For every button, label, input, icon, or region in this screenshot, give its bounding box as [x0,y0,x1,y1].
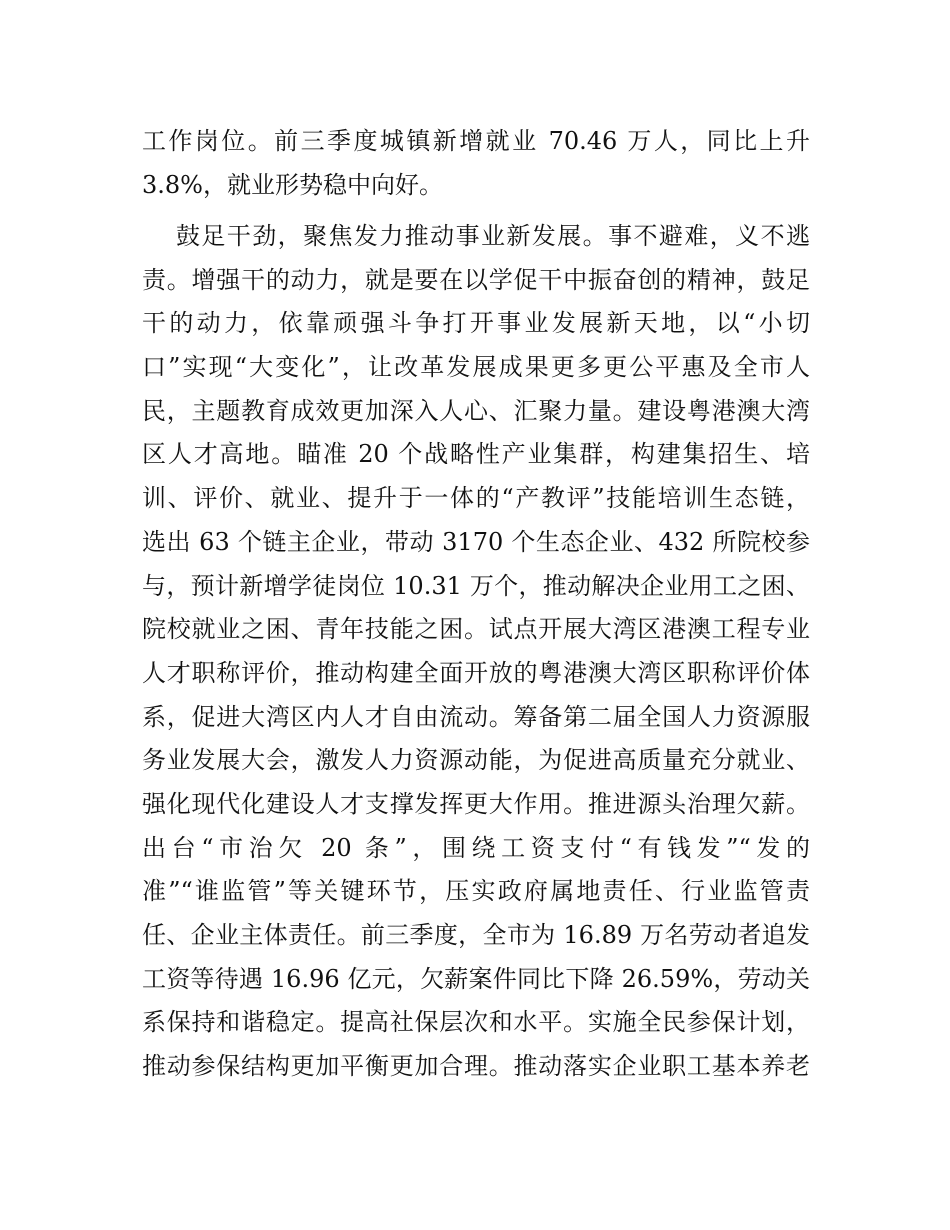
paragraph-line: 院校就业之困、青年技能之困。试点开展大湾区港澳工程专业 [142,615,810,644]
paragraph-line: 强化现代化建设人才支撑发挥更大作用。推进源头治理欠薪。 [142,789,810,818]
paragraph-line: 选出 63 个链主企业，带动 3170 个生态企业、432 所院校参 [142,527,810,556]
paragraph-line: 责。增强干的动力，就是要在以学促干中振奋创的精神，鼓足 [142,265,810,294]
paragraph-line: 准”“谁监管”等关键环节，压实政府属地责任、行业监管责 [142,877,810,906]
paragraph-line: 出台“市治欠 20 条”，围绕工资支付“有钱发”“发的 [142,833,810,862]
paragraph-line: 口”实现“大变化”，让改革发展成果更多更公平惠及全市人 [142,353,810,382]
paragraph-line: 推动参保结构更加平衡更加合理。推动落实企业职工基本养老 [142,1052,810,1081]
paragraph-line: 系，促进大湾区内人才自由流动。筹备第二届全国人力资源服 [142,702,810,731]
paragraph-line: 工资等待遇 16.96 亿元，欠薪案件同比下降 26.59%，劳动关 [142,964,810,993]
paragraph-line: 民，主题教育成效更加深入人心、汇聚力量。建设粤港澳大湾 [142,396,810,425]
paragraph-line: 鼓足干劲，聚焦发力推动事业新发展。事不避难，义不逃 [176,222,810,250]
paragraph-line: 干的动力，依靠顽强斗争打开事业发展新天地，以“小切 [142,309,810,338]
paragraph-line: 3.8%，就业形势稳中向好。 [142,170,443,199]
paragraph-line: 任、企业主体责任。前三季度，全市为 16.89 万名劳动者追发 [142,921,810,949]
paragraph-line: 务业发展大会，激发人力资源动能，为促进高质量充分就业、 [142,746,810,775]
paragraph-line: 工作岗位。前三季度城镇新增就业 70.46 万人，同比上升 [142,127,810,155]
paragraph-line: 训、评价、就业、提升于一体的“产教评”技能培训生态链， [142,484,810,513]
paragraph-line: 与，预计新增学徒岗位 10.31 万个，推动解决企业用工之困、 [142,571,810,600]
paragraph-1 [142,120,810,207]
paragraph-line: 区人才高地。瞄准 20 个战略性产业集群，构建集招生、培 [142,440,810,469]
paragraph-line: 人才职称评价，推动构建全面开放的粤港澳大湾区职称评价体 [142,658,810,687]
paragraph-line: 系保持和谐稳定。提高社保层次和水平。实施全民参保计划， [142,1008,810,1037]
paragraph-2 [142,215,810,1089]
